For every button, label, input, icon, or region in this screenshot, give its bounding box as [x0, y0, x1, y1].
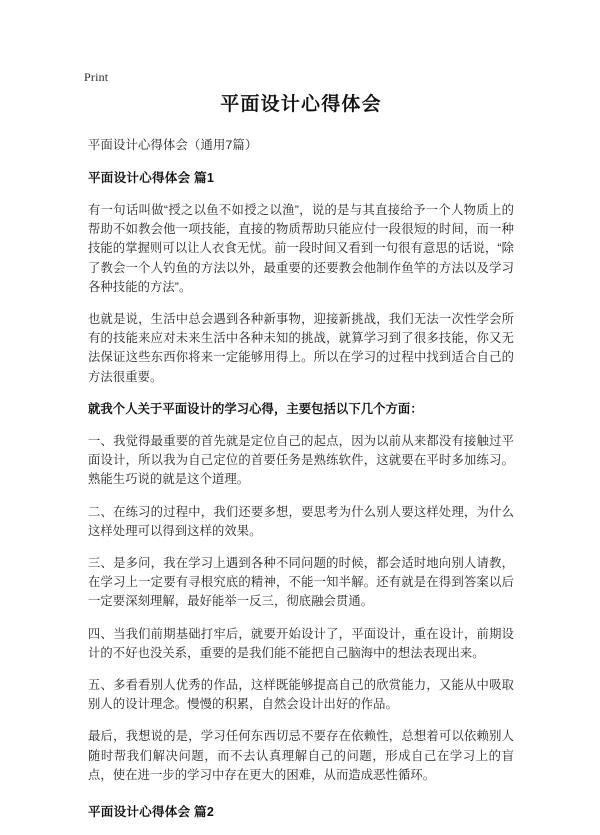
list-item: 五、多看看别人优秀的作品，这样既能够提高自己的欣赏能力，又能从中吸取别人的设计理念。慢慢的积累，自然会设计出好的作品。: [88, 678, 514, 712]
paragraph: 有一句话叫做“授之以鱼不如授之以渔”，说的是与其直接给予一个人物质上的帮助不如教会他一项技能，直接的物质帮助只能应付一段很短的时间，而一种技能的掌握则可以让人衣食无忧。前一段时间又看到一句很有意思的话说，“除了教会一个人钓鱼的方法以外，最重要的还要教会他制作鱼竿的方法以及学习各种技能的方法”。: [88, 203, 514, 294]
list-item: 三、是多问，我在学习上遇到各种不同问题的时候，都会适时地向别人请教，在学习上一定要有寻根究底的精神，不能一知半解。还有就是在得到答案以后一定要深刻理解，最好能举一反三，彻底融会贯通。: [88, 556, 514, 609]
closing-paragraph: 最后，我想说的是，学习任何东西切忌不要存在依赖性，总想着可以依赖别人随时帮我们解决问题，而不去认真理解自己的问题，形成自己在学习上的盲点，使在进一步的学习中存在更大的困难，从而造成恶性循环。: [88, 729, 514, 782]
list-item: 四、当我们前期基础打牢后，就要开始设计了，平面设计，重在设计，前期设计的不好也没关系，重要的是我们能不能把自己脑海中的想法表现出来。: [88, 626, 514, 660]
document-body: [88, 92, 514, 835]
section-heading-1: 平面设计心得体会 篇1: [88, 171, 215, 185]
document-subtitle: 平面设计心得体会（通用7篇）: [88, 138, 258, 152]
paragraph: 也就是说，生活中总会遇到各种新事物，迎接新挑战，我们无法一次性学会所有的技能来应对未来生活中各种未知的挑战，就算学习到了很多技能，你又无法保证这些东西你将来一定能够用得上。所以在学习的过程中找到适合自己的方法很重要。: [88, 312, 514, 384]
list-item: 二、在练习的过程中，我们还要多想，要思考为什么别人要这样处理，为什么这样处理可以得到这样的效果。: [88, 504, 514, 538]
section-lead-bold: 就我个人关于平面设计的学习心得，主要包括以下几个方面：: [88, 401, 423, 416]
print-label[interactable]: Print: [84, 70, 109, 84]
list-item: 一、我觉得最重要的首先就是定位自己的起点，因为以前从来都没有接触过平面设计，所以我为自己定位的首要任务是熟练软件，这就要在平时多加练习。熟能生巧说的就是这个道理。: [88, 434, 514, 487]
section-heading-2: 平面设计心得体会 篇2: [88, 805, 215, 820]
page-title: 平面设计心得体会: [220, 94, 382, 115]
